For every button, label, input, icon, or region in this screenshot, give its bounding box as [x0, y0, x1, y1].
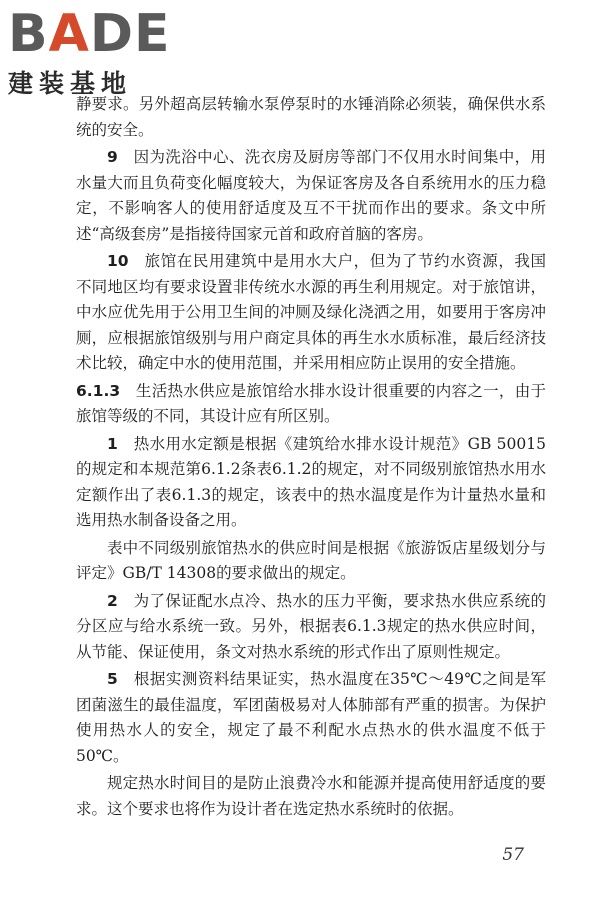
paragraph-text: 为了保证配水点冷、热水的压力平衡，要求热水供应系统的分区应与给水系统一致。另外，根据表6.1.3规定的热水供应时间，从节能、保证使用，条文对热水系统的形式作出了原则性规定。 — [76, 591, 546, 661]
paragraph — [76, 589, 546, 666]
paragraph — [76, 249, 546, 377]
bade-logo — [8, 4, 178, 98]
paragraph — [76, 145, 546, 247]
paragraph-text: 静要求。另外超高层转输水泵停泵时的水锤消除必须装，确保供水系统的安全。 — [76, 95, 546, 139]
clause-number: 1 — [107, 434, 118, 453]
document-body — [76, 92, 546, 824]
paragraph-text: 表中不同级别旅馆热水的供应时间是根据《旅游饭店星级划分与评定》GB/T 14308的要求做出的规定。 — [76, 538, 546, 582]
paragraph — [76, 536, 546, 587]
paragraph — [76, 432, 546, 534]
paragraph-text: 根据实测资料结果证实，热水温度在35℃～49℃之间是军团菌滋生的最佳温度，军团菌极易对人体肺部有严重的损害。为保护使用热水人的安全，规定了最不利配水点热水的供水温度不低于50℃。 — [76, 670, 546, 765]
page-number: 57 — [502, 845, 524, 865]
logo-letter-a: A — [48, 4, 90, 64]
paragraph — [76, 379, 546, 430]
paragraph — [76, 771, 546, 822]
paragraph-text: 因为洗浴中心、洗衣房及厨房等部门不仅用水时间集中，用水量大而且负荷变化幅度较大，为保证客房及各自系统用水的压力稳定，不影响客人的使用舒适度及互不干扰而作出的要求。条文中所述“高级套房”是指接待国家元首和政府首脑的客房。 — [76, 148, 546, 243]
paragraph-text: 热水用水定额是根据《建筑给水排水设计规范》GB 50015的规定和本规范第6.1.2条表6.1.2的规定，对不同级别旅馆热水用水定额作出了表6.1.3的规定，该表中的热水温度是作为计量热水量和选用热水制备设备之用。 — [76, 434, 546, 529]
paragraph — [76, 92, 546, 143]
clause-number: 2 — [107, 591, 118, 610]
logo-letter-b: B — [8, 4, 49, 64]
logo-wordmark — [8, 6, 178, 62]
clause-number: 10 — [107, 252, 129, 270]
paragraph-text: 旅馆在民用建筑中是用水大户，但为了节约水资源，我国不同地区均有要求设置非传统水水源的再生利用规定。对于旅馆讲，中水应优先用于公用卫生间的冲厕及绿化浇洒之用，如要用于客房冲厕，应根据旅馆级别与用户商定具体的再生水水质标准，最后经济技术比较，确定中水的使用范围，并采用相应防止误用的安全措施。 — [76, 252, 546, 372]
logo-letters-de: DE — [89, 4, 171, 64]
clause-number: 6.1.3 — [76, 381, 121, 400]
paragraph — [76, 667, 546, 769]
clause-number: 9 — [107, 148, 118, 166]
clause-number: 5 — [107, 670, 118, 688]
paragraph-text: 规定热水时间目的是防止浪费冷水和能源并提高使用舒适度的要求。这个要求也将作为设计者在选定热水系统时的依据。 — [76, 774, 546, 818]
logo-subtitle: 建装基地 — [8, 69, 133, 98]
paragraph-text: 生活热水供应是旅馆给水排水设计很重要的内容之一，由于旅馆等级的不同，其设计应有所区别。 — [76, 381, 546, 425]
